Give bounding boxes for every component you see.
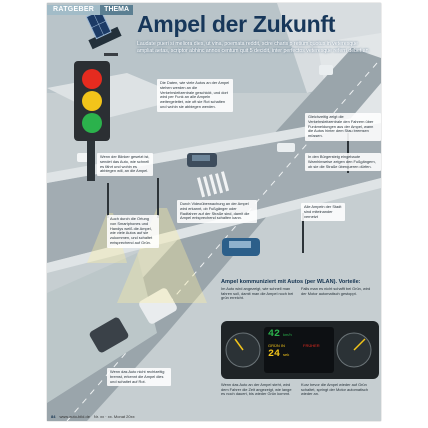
page-footer <box>51 414 135 419</box>
dash-caption-4: Kurz bevor die Ampel wieder auf Grün schaltet, springt der Motor automatisch wieder an. <box>301 382 369 397</box>
page-number: 84 <box>51 414 56 419</box>
dashboard-countdown-unit: sek <box>283 352 290 357</box>
dashboard-label-early: FRÜHER <box>303 343 320 348</box>
car-icon <box>222 238 260 256</box>
dashboard-speed-unit: km/h <box>283 332 292 337</box>
dash-caption-2: Falls man es nicht schafft bei Grün, wird der Motor automatisch gestoppt. <box>301 286 371 296</box>
article-title: Ampel der Zukunft <box>137 11 336 37</box>
car-icon <box>187 153 217 167</box>
caption-warnhinweis: In den Bürgersteig eingebaute Warnhinweise zeigen den Fußgängern, ob sie die Straße überqueren dürfen. <box>305 153 381 171</box>
caption-daten: Die Daten, wie viele Autos an der Ampel stehen werden an die Verkehrsleitzentrale geschickt, und dort wird per Funk an alle Ampeln weitergeleitet, wie oft sie Rot schalten und wohin sie abbiegen werden. <box>157 79 233 112</box>
car-dashboard-illustration <box>221 321 379 379</box>
section-title: Ampel kommuniziert mit Autos (per WLAN). Vorteile: <box>221 279 361 285</box>
caption-smartphone: Auch durch die Ortung von Smartphones und Handys weiß die Ampel, wie viele Autos auf sie zukommen, und schaltet entsprechend auf Grün. <box>107 215 159 248</box>
magazine-page <box>47 3 381 421</box>
subsection-tag: THEMA <box>100 5 133 15</box>
footer-site: www.auto-bild.de <box>59 414 90 419</box>
footer-issue: Nr. xx · xx. Monat 20xx <box>93 414 135 419</box>
dashboard-countdown: 24 <box>268 349 281 360</box>
caption-videoueberwachung: Durch Videoüberwachung an der Ampel wird erkannt, ob Fußgänger oder Radfahrer auf der Straße sind, damit die Ampel entsprechend schalten kann. <box>177 200 257 223</box>
caption-blinker: Wenn der Blinker gesetzt ist, sendet das Auto, wie schnell es fährt und wohin es abbiegen will, an die Ampel. <box>97 153 153 176</box>
caption-leitzentrale: Gleichzeitig zeigt die Verkehrsleitzentrale den Fahrern über Funkmeldungen aus der Ampel, wann die Autos hinter dem Stau bremsen müssen. <box>305 113 381 141</box>
dashboard-label-green: GRÜN IN <box>268 343 285 348</box>
dash-caption-1: Im Auto wird angezeigt, wie schnell man fahren soll, damit man die Ampel noch bei grün erreicht. <box>221 286 294 301</box>
dash-caption-3: Wenn das Auto an der Ampel steht, wird dem Fahrer die Zeit angezeigt, wie lange es noch dauert, bis wieder Grün kommt. <box>221 382 292 397</box>
caption-pedestrian: Wenn das Auto nicht rechtzeitig bremst, erkennt die Ampel dies und schaltet auf Rot. <box>107 368 171 386</box>
dashboard-speed: 42 <box>268 329 281 340</box>
section-tag: RATGEBER <box>47 5 100 15</box>
caption-ampeln: Alle Ampeln der Stadt sind miteinander vernetzt <box>301 203 345 221</box>
article-lead: Laudate pueri si meliora dies, ut vina, poemata reddit, scire charis p retium quotus in veteresque ampliat aetas, scriptor abhinc annos centum quit 5 decidit, inter perfectos veteresque referri debet an <box>137 41 369 54</box>
